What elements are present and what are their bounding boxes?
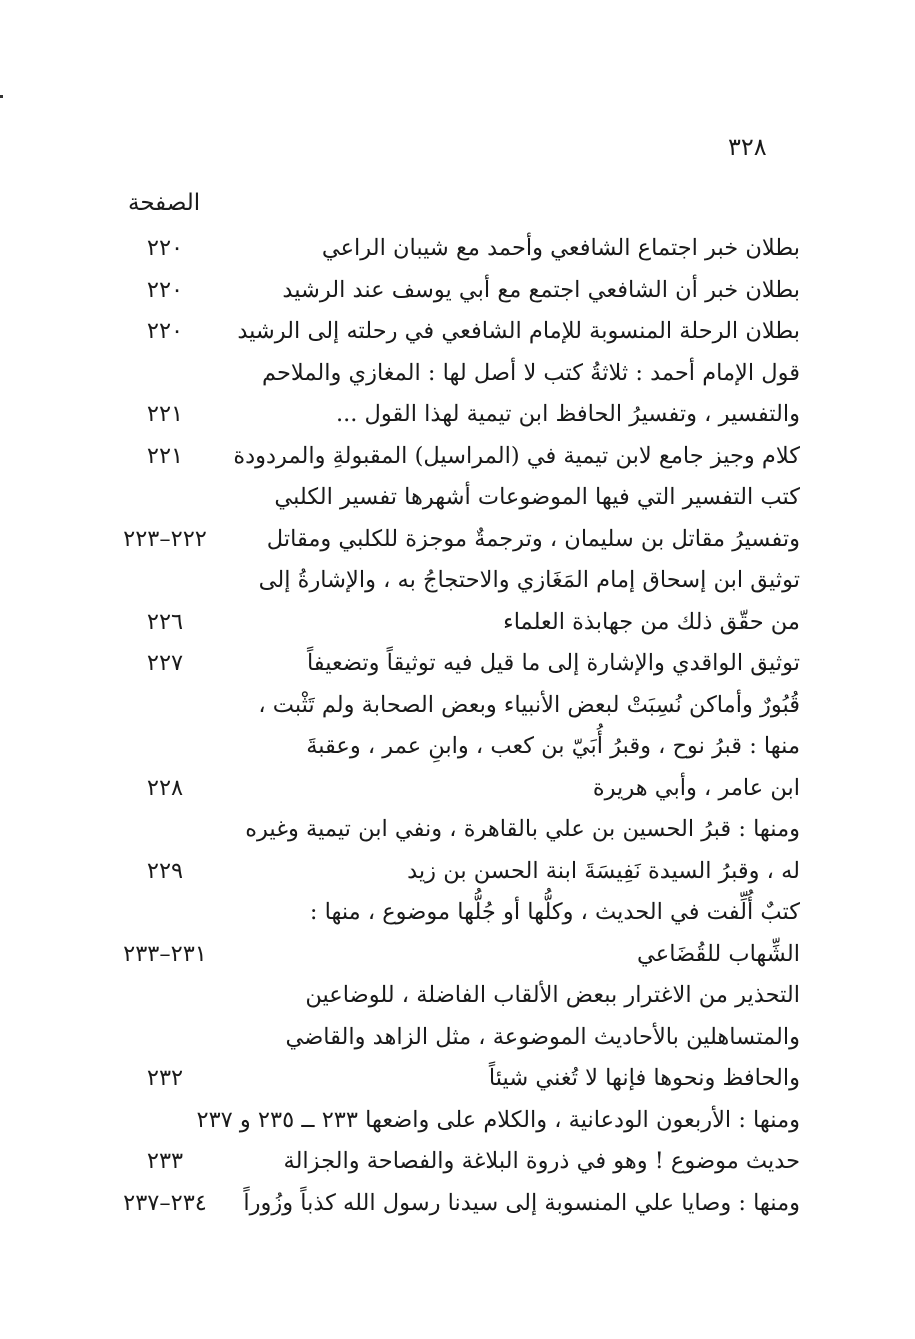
entry-text: ابن عامر ، وأبي هريرة: [592, 774, 800, 801]
index-entry: [100, 1100, 800, 1142]
index-entry: [100, 768, 800, 810]
entry-text: بطلان خبر أن الشافعي اجتمع مع أبي يوسف عند الرشيد: [282, 276, 800, 303]
index-entry: [100, 353, 800, 395]
entry-text: توثيق الواقدي والإشارة إلى ما قيل فيه توثيقاً وتضعيفاً: [306, 650, 800, 676]
entry-text: والمتساهلين بالأحاديث الموضوعة ، مثل الزاهد والقاضي: [285, 1023, 800, 1050]
entry-text: قول الإمام أحمد : ثلاثةُ كتب لا أصل لها : المغازي والملاحم: [262, 359, 800, 386]
entry-text: له ، وقبرُ السيدة نَفِيسَةَ ابنة الحسن بن زيد: [407, 857, 800, 884]
entry-text: بطلان الرحلة المنسوبة للإمام الشافعي في رحلته إلى الرشيد: [237, 318, 800, 344]
index-entry: [100, 311, 800, 353]
index-entry: [100, 892, 800, 934]
page-column-header: الصفحة: [128, 190, 201, 216]
entry-text: ومنها : قبرُ الحسين بن علي بالقاهرة ، ونفي ابن تيمية وغيره: [245, 816, 800, 842]
index-entry: [100, 602, 800, 644]
entry-text: كتبٌ أُلِّفت في الحديث ، وكلُّها أو جُلُّها موضوع ، منها :: [309, 899, 800, 925]
entry-page-number: ٢٢٠: [146, 276, 184, 303]
entry-text: ومنها : الأربعون الودعانية ، والكلام على واضعها ٢٣٣ ــ ٢٣٥ و ٢٣٧: [196, 1106, 800, 1133]
index-entry: [100, 934, 800, 976]
entry-text: كتب التفسير التي فيها الموضوعات أشهرها تفسير الكلبي: [274, 484, 800, 510]
entry-page-number: ٢٢٦: [146, 608, 184, 635]
entry-text: توثيق ابن إسحاق إمام المَغَازي والاحتجاجُ به ، والإشارةُ إلى: [258, 567, 800, 593]
index-entry: [100, 685, 800, 727]
index-entry: [100, 394, 800, 436]
entry-page-number: ٢٢٩: [146, 857, 184, 884]
entry-text: والتفسير ، وتفسيرُ الحافظ ابن تيمية لهذا القول ...: [335, 401, 800, 427]
entry-page-number: ٢٢١: [146, 442, 184, 469]
entry-text: التحذير من الاغترار ببعض الألقاب الفاضلة ، للوضاعين: [305, 982, 800, 1008]
entry-text: بطلان خبر اجتماع الشافعي وأحمد مع شيبان الراعي: [321, 235, 800, 261]
entry-text: ومنها : وصايا علي المنسوبة إلى سيدنا رسول الله كذباً وزُوراً: [243, 1189, 800, 1216]
index-entry: [100, 1058, 800, 1100]
index-entry: [100, 436, 800, 478]
entry-page-number: ٢٢٠: [146, 318, 184, 344]
index-entry: [100, 809, 800, 851]
entry-page-number: ٢٣١–٢٣٣: [123, 940, 207, 967]
index-entry: [100, 270, 800, 312]
index-entry: [100, 519, 800, 561]
entry-page-number: ٢٢٧: [146, 650, 184, 676]
entry-text: قُبُورٌ وأماكن نُسِبَتْ لبعض الأنبياء وبعض الصحابة ولم تَثْبت ،: [258, 691, 800, 718]
entry-page-number: ٢٢١: [146, 401, 184, 427]
index-entry: [100, 975, 800, 1017]
index-entry: [100, 560, 800, 602]
index-entry: [100, 851, 800, 893]
entry-page-number: ٢٣٣: [146, 1148, 184, 1174]
entry-text: حديث موضوع ! وهو في ذروة البلاغة والفصاحة والجزالة: [283, 1148, 800, 1174]
entry-page-number: ٢٣٢: [146, 1065, 184, 1091]
entry-page-number: ٢٢٠: [146, 235, 184, 261]
entry-text: وتفسيرُ مقاتل بن سليمان ، وترجمةٌ موجزة للكلبي ومقاتل: [266, 525, 800, 552]
index-entry: [100, 228, 800, 270]
index-entry: [100, 643, 800, 685]
index-entry: [100, 477, 800, 519]
scan-mark: [0, 95, 3, 98]
entry-page-number: ٢٢٢–٢٢٣: [123, 525, 207, 552]
entry-text: والحافظ ونحوها فإنها لا تُغني شيئاً: [488, 1065, 800, 1091]
index-entry: [100, 726, 800, 768]
page-number: ٣٢٨: [728, 133, 767, 161]
entry-page-number: ٢٢٨: [146, 774, 184, 801]
index-entry: [100, 1017, 800, 1059]
entry-page-number: ٢٣٤–٢٣٧: [123, 1189, 207, 1216]
entry-text: الشِّهاب للقُضَاعي: [637, 940, 800, 967]
entry-text: من حقّق ذلك من جهابذة العلماء: [503, 608, 800, 635]
entry-text: كلام وجيز جامع لابن تيمية في (المراسيل) المقبولةِ والمردودة: [233, 442, 800, 469]
index-entries: [100, 228, 800, 1224]
index-entry: [100, 1141, 800, 1183]
entry-text: منها : قبرُ نوح ، وقبرُ أُبَيّ بن كعب ، وابنِ عمر ، وعقبةَ: [306, 733, 800, 759]
index-entry: [100, 1183, 800, 1225]
